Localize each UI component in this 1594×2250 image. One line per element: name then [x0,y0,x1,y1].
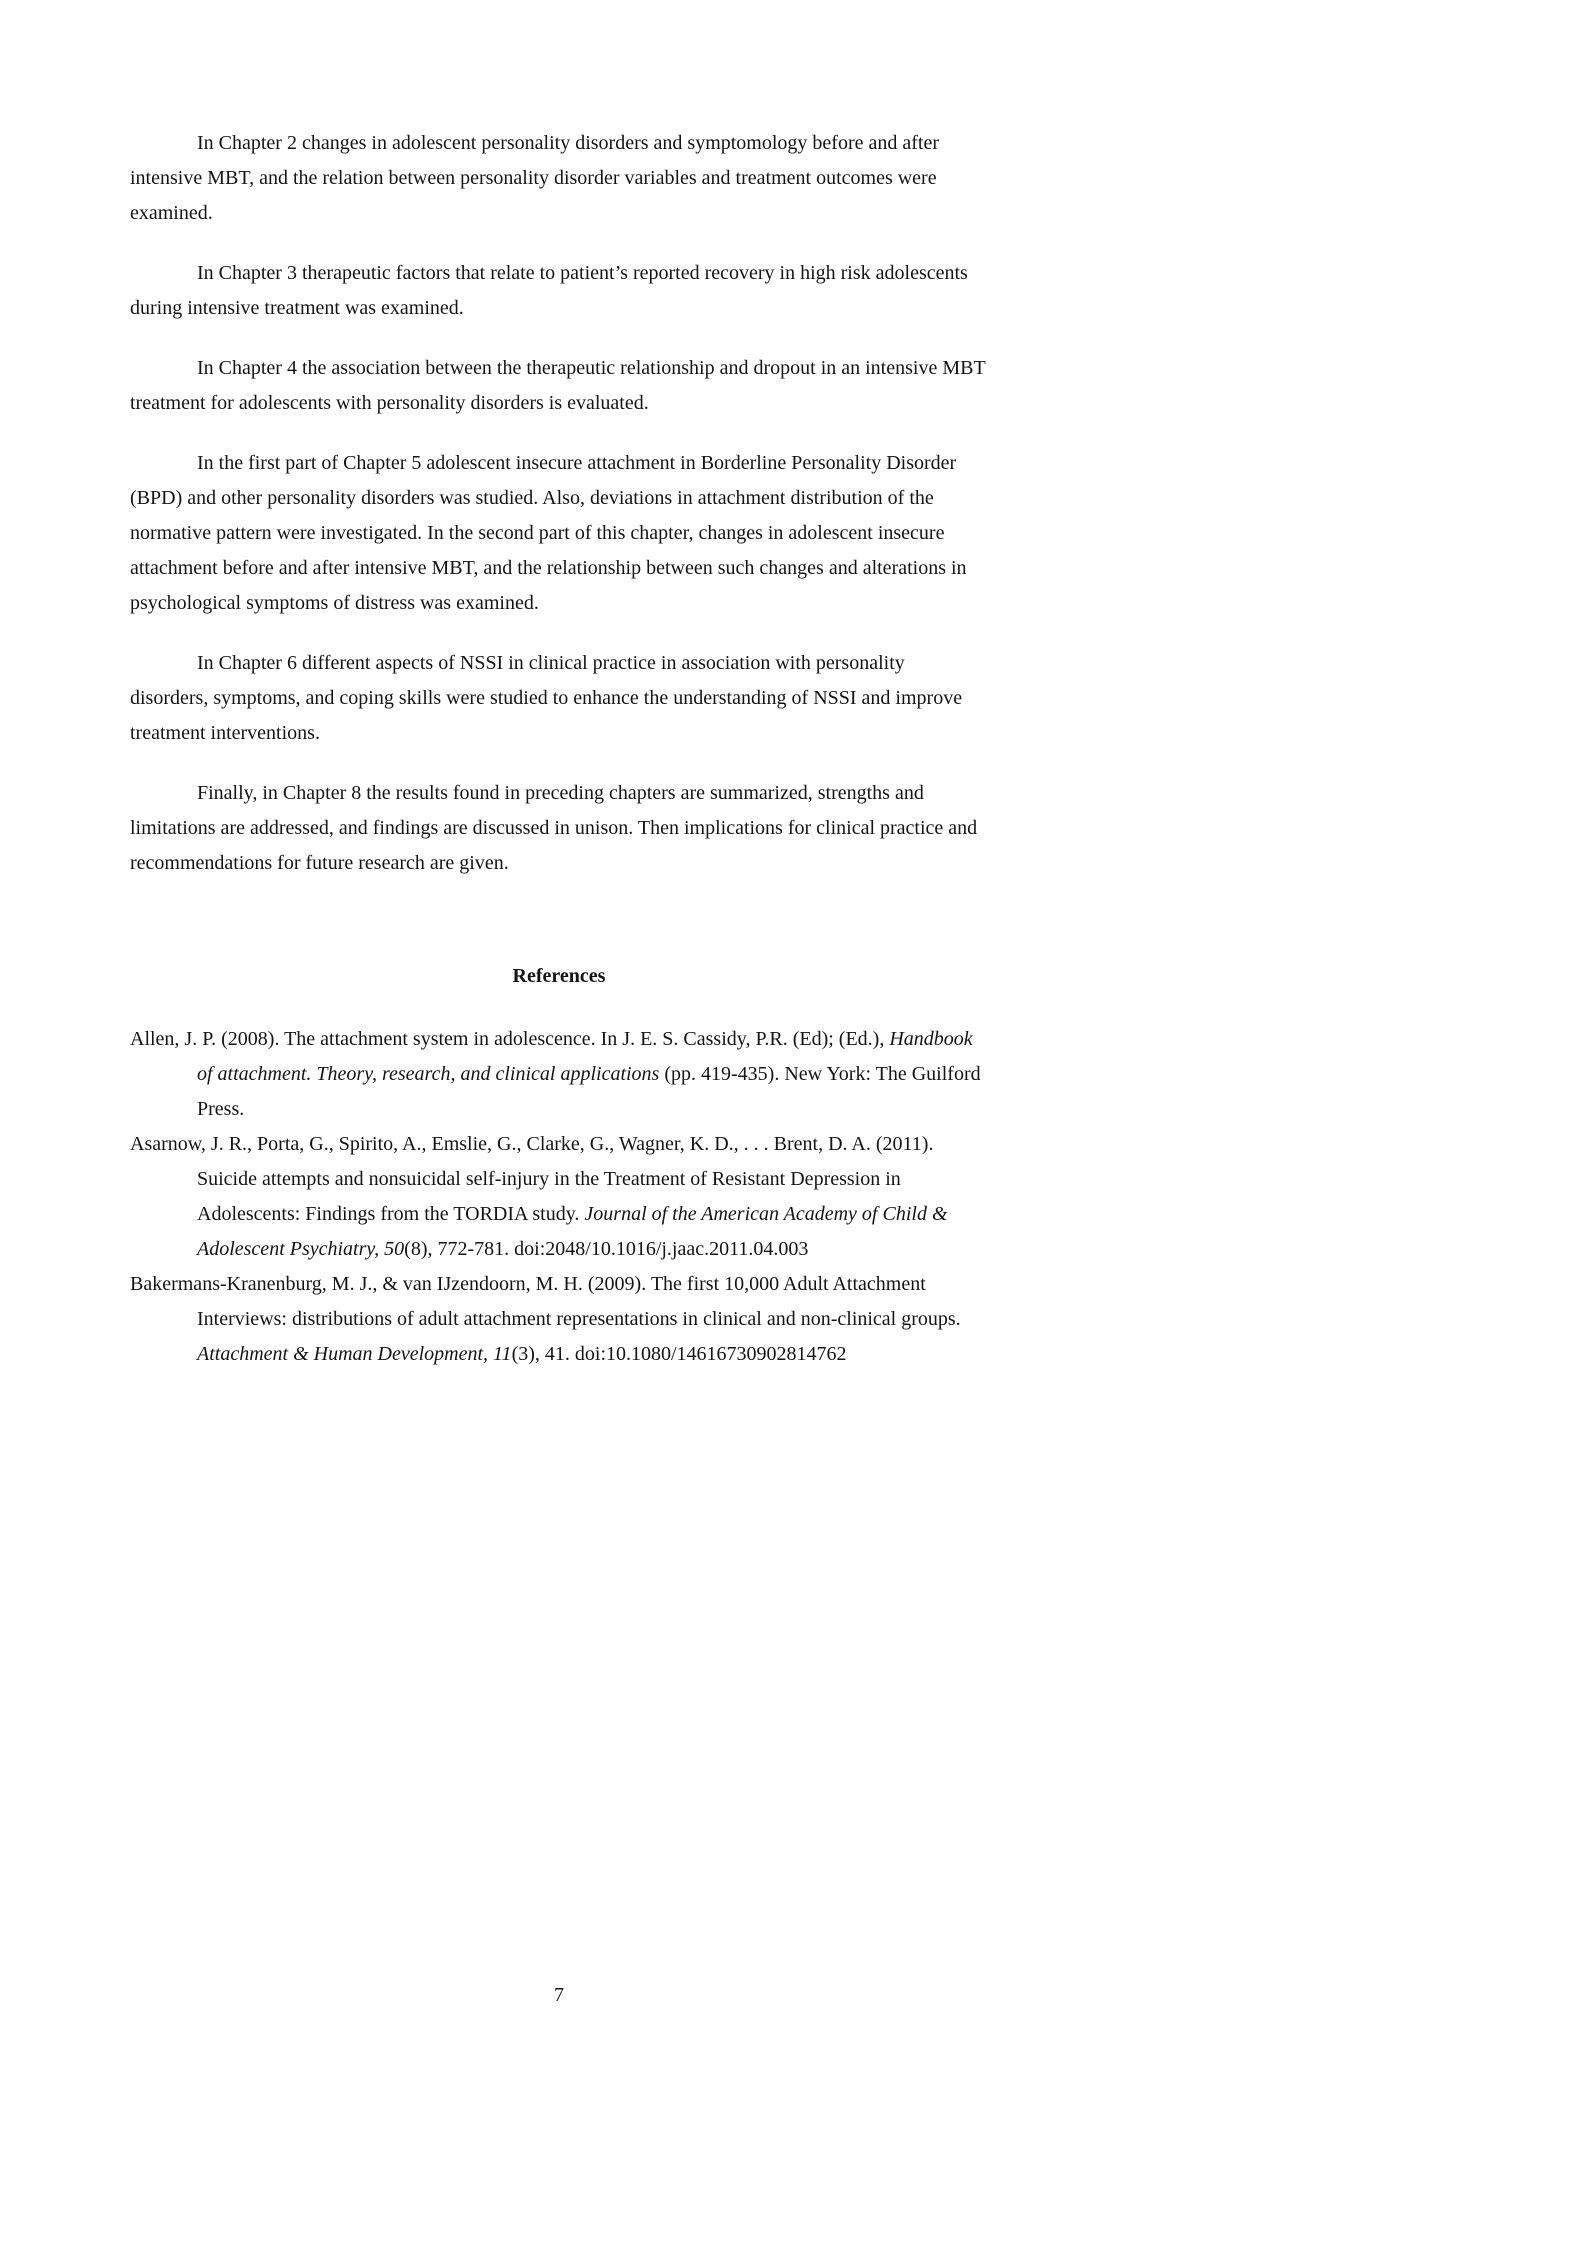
reference-entry [130,1267,988,1372]
reference-segment: Bakermans-Kranenburg, M. J., & van IJzendoorn, M. H. (2009). The first 10,000 Adult Attachment Interviews: distributions of adult attachment representations in clinical and non-clinical groups. [130,1273,961,1330]
body-paragraph: In Chapter 3 therapeutic factors that relate to patient’s reported recovery in high risk adolescents during intensive treatment was examined. [130,262,968,319]
reference-segment: Asarnow, J. R., Porta, G., Spirito, A., Emslie, G., Clarke, G., Wagner, K. D., . . . Brent, D. A. (2011). Suicide attempts and nonsuicidal self-injury in the Treatment of Resistant Depression in Adolescents: Findings from the TORDIA study. [130,1133,934,1225]
body-paragraph: In the first part of Chapter 5 adolescent insecure attachment in Borderline Personality Disorder (BPD) and other personality disorders was studied. Also, deviations in attachment distribution of the normative pattern were investigated. In the second part of this chapter, changes in adolescent insecure attachment before and after intensive MBT, and the relationship between such changes and alterations in psychological symptoms of distress was examined. [130,452,967,614]
reference-segment: (8), 772-781. doi:2048/10.1016/j.jaac.2011.04.003 [404,1238,809,1260]
reference-segment: Allen, J. P. (2008). The attachment system in adolescence. In J. E. S. Cassidy, P.R. (Ed); (Ed.), [130,1028,890,1050]
reference-entry [130,1022,988,1127]
body-paragraph: Finally, in Chapter 8 the results found in preceding chapters are summarized, strengths and limitations are addressed, and findings are discussed in unison. Then implications for clinical practice and recommendations for future research are given. [130,782,978,874]
body-paragraph: In Chapter 4 the association between the therapeutic relationship and dropout in an intensive MBT treatment for adolescents with personality disorders is evaluated. [130,357,986,414]
reference-segment: (3), 41. doi:10.1080/14616730902814762 [511,1343,847,1365]
reference-segment-italic: Attachment & Human Development, 11 [197,1343,512,1365]
page-number: 7 [554,1984,564,2006]
body-paragraph: In Chapter 2 changes in adolescent personality disorders and symptomology before and after intensive MBT, and the relation between personality disorder variables and treatment outcomes were examined. [130,132,940,224]
reference-segment: (pp. 419-435). New York: The Guilford Press. [197,1063,981,1120]
references-heading: References [512,965,606,987]
body-paragraph: In Chapter 6 different aspects of NSSI in clinical practice in association with personality disorders, symptoms, and coping skills were studied to enhance the understanding of NSSI and improve treatment interventions. [130,652,963,744]
reference-segment-italic: Handbook of attachment. Theory, research, and clinical applications [197,1028,973,1085]
references-list [130,1022,988,1372]
page-content [130,126,988,1372]
reference-segment-italic: Journal of the American Academy of Child & Adolescent Psychiatry, 50 [197,1203,948,1260]
reference-entry [130,1127,988,1267]
